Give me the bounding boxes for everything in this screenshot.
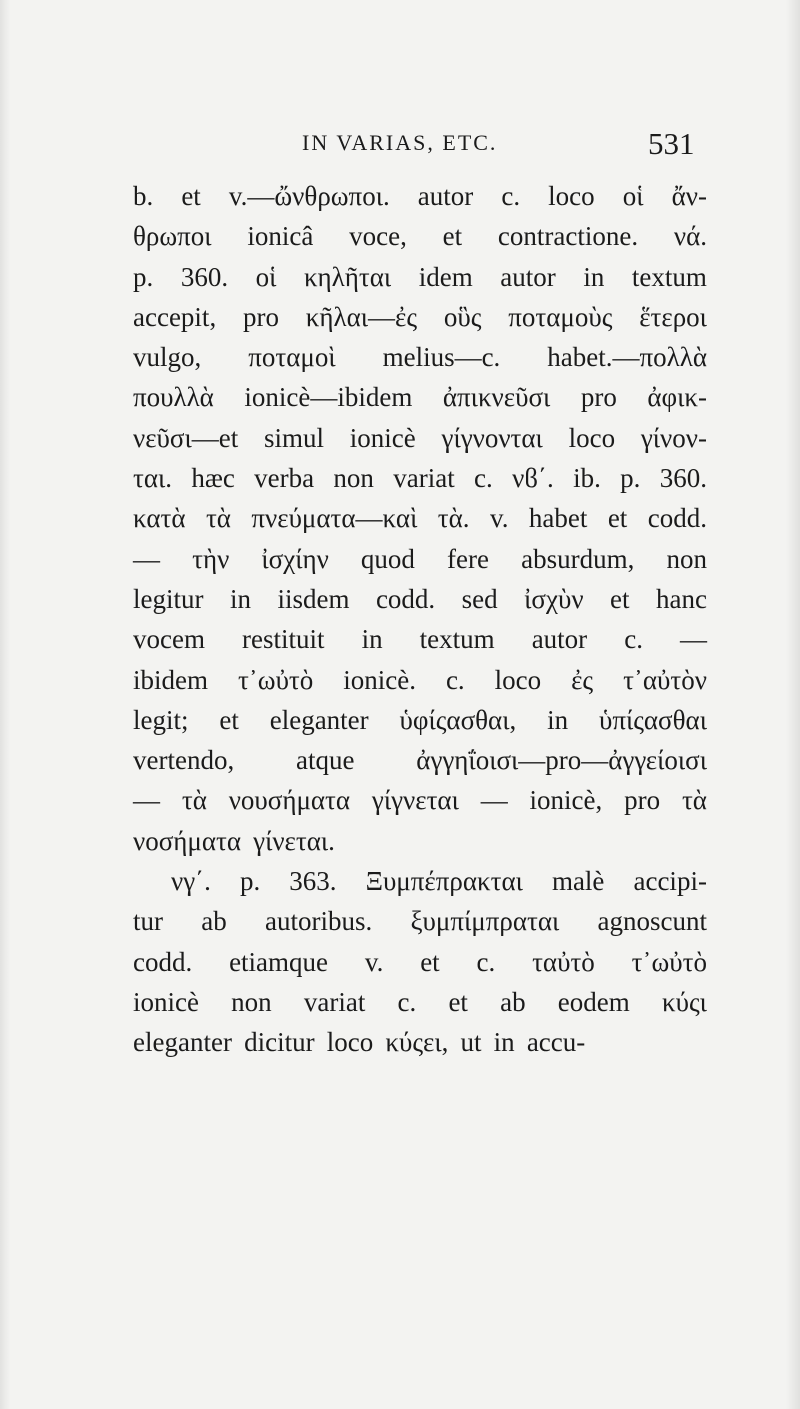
- word: malè: [551, 866, 605, 897]
- word: autor: [500, 261, 556, 292]
- word: ποταμοὶ: [248, 342, 336, 373]
- word: pro: [580, 382, 617, 413]
- word: pro: [243, 301, 279, 332]
- word: hanc: [656, 583, 707, 614]
- word: atque: [296, 745, 355, 776]
- word: τὰ.: [437, 503, 470, 534]
- word: textum: [631, 261, 707, 292]
- word: in: [493, 1027, 515, 1058]
- word: etiamque: [229, 946, 329, 977]
- word: vocem: [133, 624, 205, 655]
- word: ionicè: [133, 986, 199, 1017]
- word: ἄν-: [671, 181, 707, 211]
- word: p.: [620, 463, 641, 494]
- word: ται.: [133, 463, 173, 494]
- word: ionicè: [349, 422, 416, 453]
- word: variat: [393, 463, 455, 494]
- word: et: [219, 704, 239, 735]
- word: νουσήματα: [228, 785, 351, 816]
- word: κηλῆται: [303, 261, 392, 292]
- word: τ᾽ωὐτὸ: [237, 664, 314, 695]
- word: ab: [500, 986, 526, 1017]
- word: ibidem: [133, 664, 208, 695]
- text-line: [133, 660, 707, 700]
- word: non: [231, 986, 272, 1017]
- word: in: [583, 261, 605, 292]
- word: θρωποι: [133, 221, 212, 252]
- word: κύςει,: [385, 1027, 449, 1058]
- text-line: [133, 821, 707, 861]
- word: loco: [494, 664, 542, 695]
- text-line: [133, 700, 707, 740]
- word: τὰ: [681, 785, 707, 816]
- word: c.: [476, 946, 496, 977]
- word: in: [229, 583, 251, 614]
- word: verba: [254, 463, 315, 494]
- word: habet: [528, 503, 588, 534]
- text-line: [133, 257, 707, 297]
- word: 360.: [180, 261, 229, 292]
- word: et: [420, 946, 440, 977]
- word: codd.: [375, 583, 436, 614]
- word: γίγνεται: [371, 785, 459, 816]
- text-line: [133, 861, 707, 901]
- word: in: [547, 704, 569, 735]
- running-head: IN VARIAS, ETC.: [302, 130, 498, 155]
- word: ἐς: [571, 664, 594, 695]
- word: ποταμοὺς: [508, 301, 613, 332]
- word: c.: [445, 664, 465, 695]
- text-line: [133, 579, 707, 619]
- word: c.: [397, 986, 417, 1017]
- word: et: [181, 181, 201, 211]
- word: vulgo,: [133, 342, 202, 373]
- text-line: [133, 216, 707, 256]
- body-text: [133, 176, 707, 1063]
- word: ab: [201, 906, 227, 937]
- word: eleganter: [133, 1027, 232, 1058]
- word: vertendo,: [133, 745, 235, 776]
- word: v.—ὤνθρωποι.: [228, 181, 390, 211]
- text-line: [133, 619, 707, 659]
- page-edge-shadow: [786, 0, 800, 1409]
- word: fere: [447, 543, 489, 574]
- word: variat: [303, 986, 366, 1017]
- word: κύςι: [661, 986, 707, 1017]
- word: et: [448, 986, 468, 1017]
- word: οἱ: [622, 181, 644, 211]
- word: νϐ΄.: [512, 463, 554, 494]
- page-header: [0, 126, 800, 166]
- word: c.: [501, 181, 521, 211]
- text-line: [133, 498, 707, 538]
- word: οὓς: [443, 301, 482, 332]
- word: autoribus.: [264, 906, 373, 937]
- text-line: [133, 780, 707, 820]
- word: eodem: [557, 986, 630, 1017]
- word: ἰσχίην: [261, 543, 329, 574]
- word: τὴν: [192, 543, 230, 574]
- word: habet.—πολλὰ: [547, 342, 707, 373]
- word: et: [442, 221, 463, 252]
- word: τ᾽αὐτὸν: [623, 664, 707, 695]
- word: restituit: [242, 624, 325, 655]
- word: accu-: [526, 1027, 586, 1058]
- word: autor: [417, 181, 474, 211]
- word: Ξυμπέπρακται: [365, 866, 523, 897]
- word: c.: [474, 463, 493, 494]
- word: ἀπικνεῦσι: [442, 382, 551, 413]
- word: quod: [360, 543, 415, 574]
- text-line: [133, 740, 707, 780]
- word: οἱ: [255, 261, 277, 292]
- word: ξυμπίμπραται: [410, 906, 560, 937]
- word: idem: [418, 261, 473, 292]
- word: eleganter: [269, 704, 369, 735]
- word: 363.: [289, 866, 337, 897]
- word: γίνον-: [640, 422, 707, 453]
- word: et: [607, 503, 628, 534]
- text-line: [133, 377, 707, 417]
- word: codd.: [647, 503, 707, 534]
- word: non: [666, 543, 707, 574]
- word: loco: [326, 1027, 374, 1058]
- word: ἕτεροι: [639, 301, 707, 332]
- word: codd.: [133, 946, 193, 977]
- word: p.: [239, 866, 261, 897]
- word: νεῦσι—et: [133, 422, 239, 453]
- word: textum: [419, 624, 495, 655]
- page-gutter-shadow: [0, 0, 10, 1409]
- word: ionicâ: [247, 221, 314, 252]
- word: loco: [548, 181, 595, 211]
- word: dicitur: [244, 1027, 315, 1058]
- word: contractione.: [497, 221, 639, 252]
- text-line: [133, 901, 707, 941]
- word: ὑπίςασθαι: [598, 704, 707, 735]
- word: ταὐτὸ: [532, 946, 595, 977]
- word: ionicè,: [529, 785, 603, 816]
- word: ἀγγηΐοισι—pro—ἀγγείοισι: [416, 745, 707, 776]
- word: b.: [133, 181, 154, 211]
- word: πουλλὰ: [133, 382, 214, 413]
- word: iisdem: [277, 583, 350, 614]
- text-line: [133, 458, 707, 498]
- word: νά.: [673, 221, 707, 252]
- word: in: [361, 624, 383, 655]
- word: νγ΄.: [171, 866, 211, 897]
- word: γίνεται.: [253, 825, 335, 856]
- word: legit;: [133, 704, 189, 735]
- word: p.: [133, 261, 154, 292]
- word: κατὰ: [133, 503, 186, 534]
- word: accipi-: [633, 866, 707, 897]
- word: legitur: [133, 583, 204, 614]
- text-line: [133, 982, 707, 1022]
- word: τὰ: [181, 785, 207, 816]
- word: ἰσχὺν: [524, 583, 584, 614]
- word: loco: [568, 422, 616, 453]
- word: accepit,: [133, 301, 217, 332]
- word: ut: [460, 1027, 482, 1058]
- word: γίγνονται: [441, 422, 543, 453]
- text-line: [133, 942, 707, 982]
- word: autor: [531, 624, 588, 655]
- word: voce,: [349, 221, 407, 252]
- word: ib.: [573, 463, 601, 494]
- word: absurdum,: [521, 543, 635, 574]
- word: simul: [263, 422, 324, 453]
- text-line: [133, 1022, 707, 1062]
- word: τ᾽ωὐτὸ: [631, 946, 707, 977]
- word: v.: [364, 946, 384, 977]
- text-line: [133, 176, 707, 216]
- word: hæc: [191, 463, 235, 494]
- word: non: [333, 463, 374, 494]
- word: ἀφικ-: [647, 382, 707, 413]
- word: ὑφίςασθαι,: [399, 704, 517, 735]
- word: c.: [624, 624, 643, 655]
- word: tur: [133, 906, 163, 937]
- word: —: [680, 624, 707, 655]
- text-line: [133, 337, 707, 377]
- word: melius—c.: [382, 342, 501, 373]
- word: ionicè—ibidem: [244, 382, 413, 413]
- word: et: [610, 583, 630, 614]
- word: 360.: [659, 463, 707, 494]
- word: agnoscunt: [597, 906, 707, 937]
- text-line: [133, 539, 707, 579]
- page-number: 531: [648, 126, 695, 161]
- word: κῆλαι—ἐς: [305, 301, 418, 332]
- word: —: [133, 785, 160, 816]
- word: —: [133, 543, 160, 574]
- word: pro: [624, 785, 661, 816]
- text-line: [133, 297, 707, 337]
- word: ionicè.: [343, 664, 416, 695]
- word: πνεύματα—καὶ: [251, 503, 418, 534]
- word: —: [480, 785, 508, 816]
- word: v.: [489, 503, 509, 534]
- word: νοσήματα: [133, 825, 241, 856]
- word: τὰ: [205, 503, 231, 534]
- text-line: [133, 418, 707, 458]
- word: sed: [461, 583, 498, 614]
